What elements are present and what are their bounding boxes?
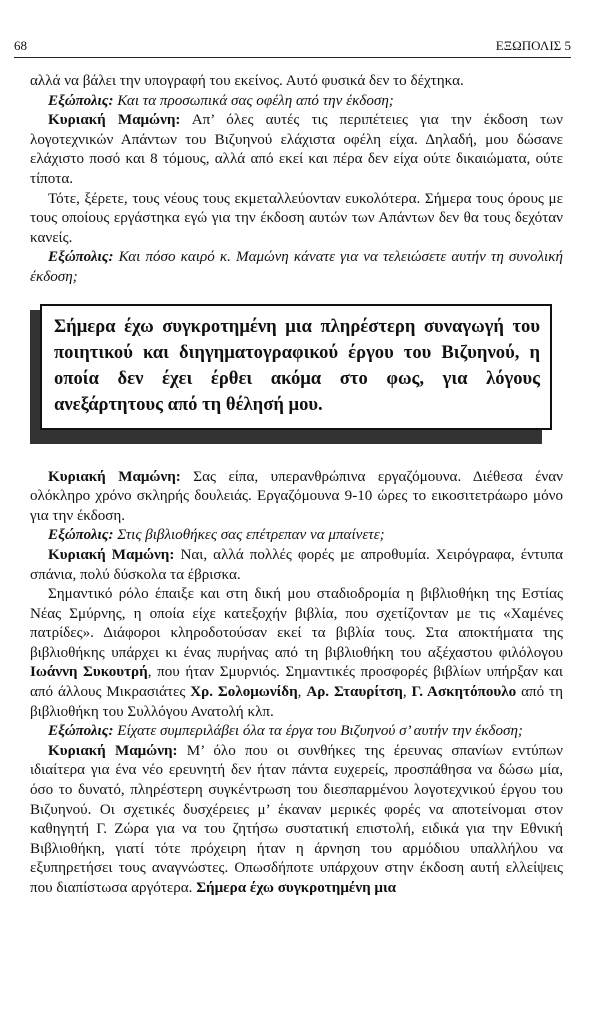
text-run: Ναι, αλλά πολλές φορές με απροθυμία. Χειρόγραφα, έντυπα σπάνια, πολύ δύσκολα τα έβρισκα. (30, 546, 563, 583)
text-run: Τότε, ξέρετε, τους νέους τους εκμεταλλεύονταν ευκολότερα. Σήμερα τους όρους με τους οποίους εργάστηκα εγώ για την έκδοση αυτών των Απάντων δεν θα τους δεχόταν κανείς. (30, 190, 563, 246)
text-run: , που ήταν Σμυρνιός. Σημαντικές προσφορές βιβλίων υπήρξαν και από άλλους Μικρασιάτες (30, 664, 563, 701)
paragraph (30, 546, 563, 585)
text-run: αλλά να βάλει την υπογραφή του εκείνος. Αυτό φυσικά δεν το δέχτηκα. (30, 73, 464, 89)
speaker-label: Κυριακή Μαμώνη: (48, 742, 178, 759)
bold-name: Αρ. Σταυρίτση (306, 684, 403, 701)
speaker-label: Εξώπολις: (48, 527, 114, 544)
bold-name: Σήμερα έχω συγκροτημένη μια (196, 880, 397, 896)
bold-name: Γ. Ασκητόπουλο (411, 684, 517, 701)
bold-name: Χρ. Σολομωνίδη (190, 684, 298, 701)
text-run: , (297, 684, 307, 701)
text-run: Σας είπα, υπερανθρώπινα εργαζόμουνα. Διέθεσα έναν ολόκληρο χρόνο σκληρής δουλειάς. Εργαζόμουνα 9-10 ώρες το εικοσιτετράωρο μόνο για την έκδοση. (30, 468, 563, 524)
speaker-label: Κυριακή Μαμώνη: (48, 112, 181, 129)
text-run: Σημαντικό ρόλο έπαιξε και στη δική μου σταδιοδρομία η βιβλιοθήκη της Εστίας Νέας Σμύρνης, η οποία είχε κατεξοχήν βιβλία, που σχετίζονταν με τις «Χαμένες πατρίδες». Διάφοροι κληροδοτούσαν εκεί τα βιβλία τους. Στα αποκτήματα της βιβλιοθήκης υπάρχει κι ένας πυρήνας από τη βιβλιοθήκη του αξέχαστου φιλόλογου (30, 586, 563, 661)
text-run: Μ’ όλο που οι συνθήκες της έρευνας σπανίων εντύπων ιδιαίτερα για ένα νέο ερευνητή δεν ήταν πάντα ευχερείς, προσπάθησα να δώσω μία, όσο το δυνατό, πληρέστερη συγκέντρωση του διεσπαρμένου λογοτεχνικού έργου του Βιζυηνού. Οι σχετικές δυσχέρειες μ’ έκαναν μερικές φορές να αποτείνομαι στον καθηγητή Γ. Ζώρα για να του ζητήσω συστατική επιστολή, ειδικά για την Εθνική Βιβλιοθήκη, γιατί τότε πρόχειρη ήταν η άρνηση του αρμόδιου υπαλλήλου να εξυπηρετήσει τους αναγνώστες. Οπωσδήποτε υπάρχουν στην έκδοση αυτή ελλείψεις που διαπίστωσα αργότερα. (30, 742, 563, 896)
text-run: Στις βιβλιοθήκες σας επέτρεπαν να μπαίνετε; (113, 527, 385, 544)
text-run: από τη βιβλιοθήκη του Συλλόγου Ανατολή κλπ. (30, 684, 564, 720)
pull-quote-text: Σήμερα έχω συγκροτημένη μια πληρέστερη συναγωγή του ποιητικού και διηγηματογραφικού έργου του Βιζυηνού, η οποία δεν έχει έρθει ακόμα στο φως, για λόγους ανεξάρτητους από τη θέλησή μου. (40, 304, 552, 430)
running-title: ΕΞΩΠΟΛΙΣ 5 (495, 38, 571, 53)
speaker-label: Εξώπολις: (48, 723, 114, 740)
text-run: Και τα προσωπικά σας οφέλη από την έκδοση; (113, 92, 394, 109)
paragraph (30, 72, 563, 92)
paragraph (30, 585, 563, 722)
paragraph (30, 722, 563, 742)
paragraph (30, 742, 563, 899)
paragraph (30, 92, 563, 112)
speaker-label: Εξώπολις: (48, 92, 114, 109)
page-number: 68 (14, 38, 27, 53)
paragraph (30, 111, 563, 189)
paragraph (30, 468, 563, 527)
pull-quote (30, 304, 563, 454)
text-run: Και πόσο καιρό κ. Μαμώνη κάνατε για να τελειώσετε αυτήν τη συνολική έκδοση; (30, 249, 563, 285)
speaker-label: Κυριακή Μαμώνη: (48, 546, 175, 563)
bold-name: Ιωάννη Συκουτρή (30, 664, 148, 681)
paragraph (30, 248, 563, 287)
speaker-label: Κυριακή Μαμώνη: (48, 468, 181, 485)
text-run: Απ’ όλες αυτές τις περιπέτειες για την έκδοση των λογοτεχνικών Απάντων του Βιζυηνού ελάχιστα οφέλη είχα. Δηλαδή, μου δώσανε ελάχιστο ποσό και 8 τόμους, αλλά από εκεί και πέρα δεν είχα ούτε δικαιώματα, ούτε τίποτα. (30, 112, 563, 187)
speaker-label: Εξώπολις: (48, 249, 114, 266)
article-body (30, 72, 563, 899)
paragraph (30, 526, 563, 546)
text-run: Είχατε συμπεριλάβει όλα τα έργα του Βιζυηνού σ’ αυτήν την έκδοση; (113, 723, 523, 740)
page-header (14, 38, 571, 58)
text-run: , (402, 684, 412, 701)
paragraph (30, 190, 563, 249)
